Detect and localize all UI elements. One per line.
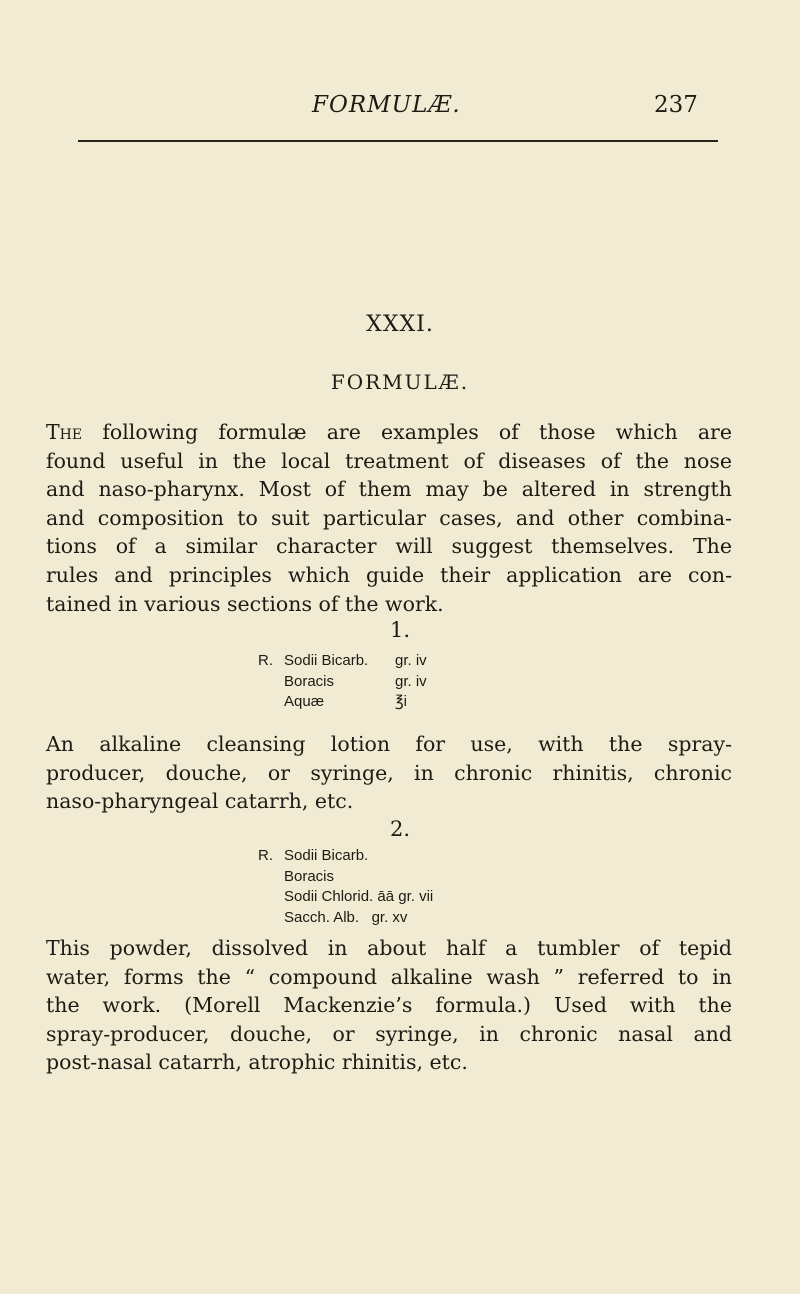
ingredient-name: Sacch. Alb. (284, 908, 360, 926)
header-rule (78, 140, 718, 142)
ingredient-row (258, 672, 427, 693)
ingredient-row (258, 908, 433, 929)
chapter-title: FORMULÆ. (330, 370, 470, 394)
description-line: spray-producer, douche, or syringe, in chronic nasal and (46, 1021, 732, 1046)
intro-line: and naso-pharynx. Most of them may be altered in strength (46, 477, 732, 502)
running-title: FORMULÆ. (312, 92, 461, 118)
ingredient-name: Boracis (284, 867, 335, 885)
formula-2-prescription (258, 846, 433, 928)
ingredient-name: Boracis (284, 672, 335, 690)
page-number: 237 (654, 92, 698, 118)
ingredient-row (258, 887, 433, 908)
recipe-symbol: R. (258, 652, 273, 669)
ingredient-row (258, 867, 433, 888)
formula-1-prescription (258, 651, 427, 713)
intro-line: The following formulæ are examples of those which are (46, 420, 732, 444)
ingredient-name: Sodii Bicarb. (284, 652, 369, 669)
intro-lead-word: The (46, 420, 83, 444)
formula-2-description (46, 934, 732, 1077)
ingredient-name: Sodii Bicarb. (284, 847, 369, 864)
formula-1-number: 1. (389, 618, 411, 642)
description-line: water, forms the “ compound alkaline wash ” referred to in (46, 964, 732, 989)
ingredient-dose: gr. iv (395, 652, 427, 669)
ingredient-dose: gr. iv (395, 672, 427, 690)
description-line: This powder, dissolved in about half a tumbler of tepid (46, 936, 732, 960)
intro-line: tions of a similar character will suggest themselves. The (46, 534, 732, 559)
description-line: producer, douche, or syringe, in chronic rhinitis, chronic (46, 760, 732, 785)
running-head (0, 92, 800, 132)
recipe-symbol: R. (258, 847, 273, 864)
ingredient-row (258, 692, 427, 713)
formula-1-description (46, 730, 732, 816)
formula-2-number: 2. (389, 817, 411, 841)
description-line: naso-pharyngeal catarrh, etc. (46, 789, 354, 814)
intro-line: tained in various sections of the work. (46, 591, 444, 616)
ingredient-dose: āā gr. vii (377, 888, 434, 905)
ingredient-dose: ℥i (395, 693, 407, 710)
intro-line: found useful in the local treatment of diseases of the nose (46, 448, 732, 473)
ingredient-row (258, 846, 433, 867)
intro-paragraph (46, 418, 732, 618)
ingredient-name: Sodii Chlorid. (284, 888, 374, 905)
description-line: An alkaline cleansing lotion for use, with the spray- (46, 732, 732, 756)
chapter-number: XXXI. (366, 312, 434, 337)
ingredient-row (258, 651, 427, 672)
description-line: post-nasal catarrh, atrophic rhinitis, etc. (46, 1050, 468, 1075)
ingredient-dose: gr. xv (371, 908, 408, 926)
intro-line: rules and principles which guide their application are con- (46, 562, 732, 587)
description-line: the work. (Morell Mackenzie’s formula.) Used with the (46, 993, 732, 1018)
intro-line: and composition to suit particular cases, and other combina- (46, 505, 732, 530)
ingredient-name: Aquæ (284, 693, 325, 710)
